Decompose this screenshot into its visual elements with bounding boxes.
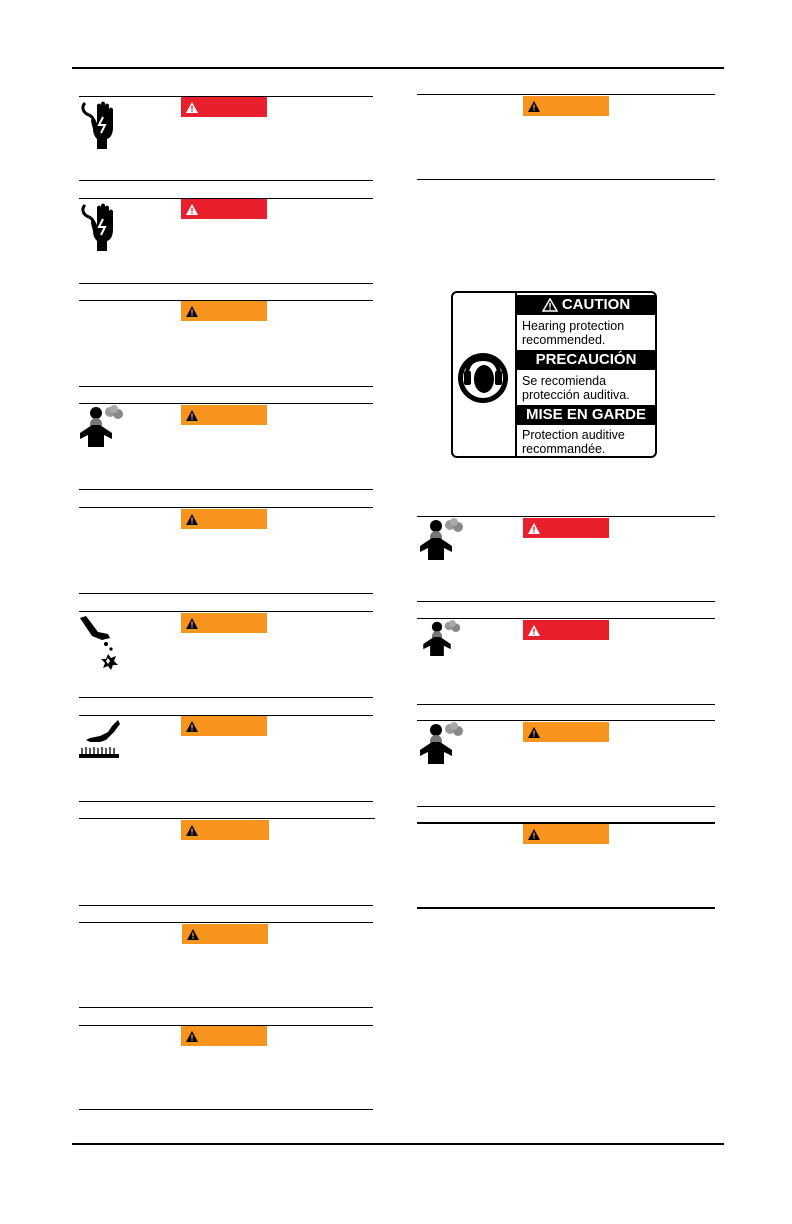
warning-triangle-icon <box>186 306 198 317</box>
warning-badge <box>181 820 269 840</box>
precaucion-message-line: protección auditiva. <box>522 387 630 402</box>
warning-triangle-icon <box>186 410 198 421</box>
breathing-hazard-icon <box>78 405 128 452</box>
block-bottom-rule <box>417 907 715 909</box>
warning-triangle-icon <box>528 829 540 840</box>
danger-badge <box>523 620 609 640</box>
block-bottom-rule <box>79 593 373 594</box>
breathing-hazard-icon <box>418 518 468 565</box>
label-text-panel <box>517 293 655 456</box>
warning-triangle-icon <box>187 929 199 940</box>
precaucion-message <box>522 375 652 402</box>
precaucion-message-line: Se recomienda <box>522 374 607 388</box>
warning-badge <box>181 613 267 633</box>
mise-en-garde-message-line: Protection auditive <box>522 428 625 442</box>
caution-message <box>522 320 652 347</box>
block-top-rule <box>79 403 373 404</box>
warning-triangle-icon <box>528 727 540 738</box>
warning-badge <box>181 1026 267 1046</box>
bottom-rule <box>72 1143 724 1145</box>
block-top-rule <box>417 94 715 95</box>
danger-badge <box>523 518 609 538</box>
mise-en-garde-message <box>522 429 652 456</box>
block-bottom-rule <box>417 601 715 602</box>
warning-badge <box>523 96 609 116</box>
warning-triangle-icon <box>528 625 540 636</box>
block-bottom-rule <box>79 697 373 698</box>
warning-triangle-icon <box>528 523 540 534</box>
caution-header-text: CAUTION <box>561 296 631 313</box>
block-bottom-rule <box>417 179 715 180</box>
hearing-protection-icon <box>453 293 513 456</box>
breathing-hazard-icon <box>418 722 468 769</box>
block-bottom-rule <box>417 806 715 807</box>
danger-badge <box>181 97 267 117</box>
electric-shock-hand-icon <box>79 99 121 156</box>
block-top-rule <box>79 922 373 923</box>
mise-en-garde-header <box>517 405 655 425</box>
breathing-hazard-icon <box>418 620 468 661</box>
precaucion-header-text: PRECAUCIÓN <box>535 351 637 368</box>
cut-hazard-icon <box>78 614 122 675</box>
warning-triangle-icon <box>186 825 198 836</box>
block-bottom-rule <box>79 283 373 284</box>
warning-triangle-icon <box>186 1031 198 1042</box>
caution-message-line: Hearing protection <box>522 319 625 333</box>
block-top-rule <box>417 618 715 619</box>
block-bottom-rule <box>417 704 715 705</box>
block-top-rule <box>79 507 373 508</box>
warning-triangle-icon <box>528 101 540 112</box>
warning-badge <box>181 716 267 736</box>
hot-surface-icon <box>78 718 122 765</box>
warning-triangle-icon <box>542 298 558 312</box>
warning-triangle-icon <box>186 514 198 525</box>
mise-en-garde-message-line: recommandée. <box>522 441 606 456</box>
block-bottom-rule <box>79 1109 373 1110</box>
block-bottom-rule <box>79 180 373 181</box>
block-bottom-rule <box>79 801 373 802</box>
warning-triangle-icon <box>186 618 198 629</box>
electric-shock-hand-icon <box>79 201 121 258</box>
warning-triangle-icon <box>186 721 198 732</box>
block-top-rule <box>417 516 715 517</box>
warning-badge <box>523 824 609 844</box>
top-rule <box>72 67 724 69</box>
block-top-rule <box>79 818 375 819</box>
block-top-rule <box>79 611 373 612</box>
label-icon-panel <box>453 293 517 456</box>
block-bottom-rule <box>79 489 373 490</box>
block-bottom-rule <box>79 386 373 387</box>
precaucion-header <box>517 350 655 370</box>
caution-message-line: recommended. <box>522 332 606 347</box>
mise-en-garde-header-text: MISE EN GARDE <box>525 406 646 423</box>
warning-triangle-icon <box>186 102 198 113</box>
warning-badge <box>182 924 268 944</box>
danger-badge <box>181 199 267 219</box>
warning-badge <box>181 509 267 529</box>
caution-header <box>517 295 655 315</box>
block-bottom-rule <box>79 905 373 906</box>
hearing-protection-label <box>451 291 657 458</box>
block-bottom-rule <box>79 1007 373 1008</box>
warning-badge <box>181 301 267 321</box>
warning-badge <box>523 722 609 742</box>
block-top-rule <box>417 720 715 721</box>
warning-badge <box>181 405 267 425</box>
warning-triangle-icon <box>186 204 198 215</box>
